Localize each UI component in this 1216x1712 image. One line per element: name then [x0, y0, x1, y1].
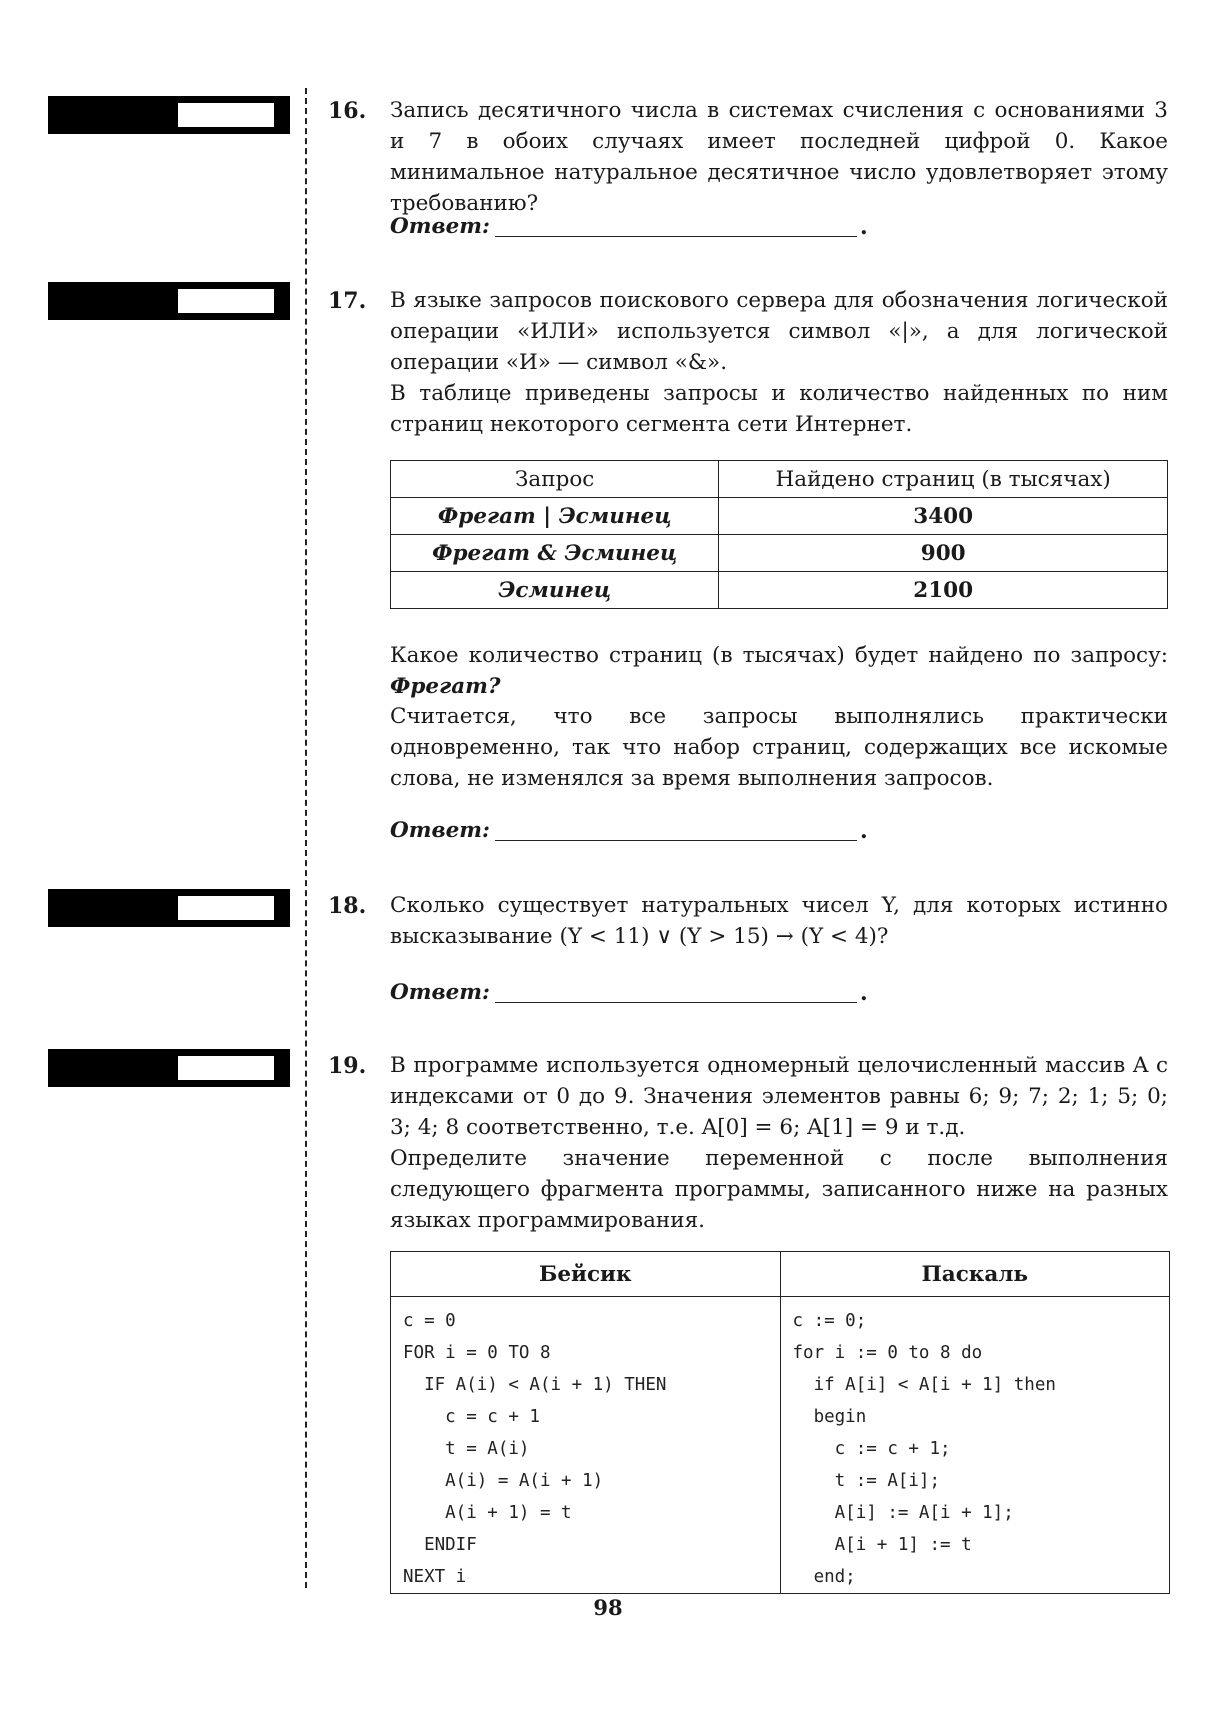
code-line: c := c + 1;	[792, 1439, 951, 1459]
answer-field-19[interactable]	[178, 1056, 274, 1080]
answer-line-17[interactable]	[495, 840, 857, 841]
question-text-17-p2: В таблице приведены запросы и количество найденных по ним страниц некоторого сегмента сети Интернет.	[390, 381, 1168, 437]
query-table	[390, 460, 1168, 609]
code-header-basic: Бейсик	[391, 1252, 781, 1297]
table-cell-query: Фрегат | Эсминец	[391, 498, 719, 535]
answer-box-18	[48, 889, 290, 927]
table-cell-pages: 3400	[719, 498, 1168, 535]
question-text-19-p1: В программе используется одномерный целочисленный массив A с индексами от 0 до 9. Значения элементов равны 6; 9; 7; 2; 1; 5; 0; 3; 4; 8 соответственно, т.е. A[0] = 6; A[1] = 9 и т.д.	[390, 1053, 1168, 1140]
table-cell-query: Фрегат & Эсминец	[391, 535, 719, 572]
code-table	[390, 1251, 1170, 1594]
answer-dot-17: .	[860, 818, 868, 844]
code-table-body-row	[391, 1297, 1170, 1594]
table-header-row	[391, 461, 1168, 498]
answer-box-19	[48, 1049, 290, 1087]
code-line: c := 0;	[792, 1311, 867, 1331]
code-line: if A[i] < A[i + 1] then	[792, 1375, 1056, 1395]
answer-field-17[interactable]	[178, 289, 274, 313]
table-row	[391, 572, 1168, 609]
code-line: t := A[i];	[792, 1471, 941, 1491]
question-number-19: 19.	[328, 1053, 367, 1079]
code-line: IF A(i) < A(i + 1) THEN	[403, 1375, 667, 1395]
question-17-q-term: Фрегат?	[390, 674, 501, 699]
code-line: t = A(i)	[403, 1439, 530, 1459]
code-line: A[i + 1] := t	[792, 1535, 972, 1555]
code-line: A[i] := A[i + 1];	[792, 1503, 1014, 1523]
question-number-16: 16.	[328, 98, 367, 124]
code-line: end;	[792, 1567, 856, 1587]
table-header-query: Запрос	[391, 461, 719, 498]
question-number-17: 17.	[328, 288, 367, 314]
answer-label-17: Ответ:	[390, 818, 490, 843]
code-line: ENDIF	[403, 1535, 477, 1555]
answer-line-18[interactable]	[495, 1002, 857, 1003]
answer-label-16: Ответ:	[390, 214, 490, 239]
question-text-18: Сколько существует натуральных чисел Y, для которых истинно высказывание (Y < 11) ∨ (Y > 15) → (Y < 4)?	[390, 893, 1168, 949]
question-text-19-p2: Определите значение переменной c после выполнения следующего фрагмента программы, записанного ниже на разных языках программирования.	[390, 1146, 1168, 1233]
code-line: FOR i = 0 TO 8	[403, 1343, 551, 1363]
page-number: 98	[593, 1595, 623, 1620]
code-line: for i := 0 to 8 do	[792, 1343, 983, 1363]
question-number-18: 18.	[328, 893, 367, 919]
question-text-17-note: Считается, что все запросы выполнялись практически одновременно, так что набор страниц, содержащих все искомые слова, не изменялся за время выполнения запросов.	[390, 704, 1168, 791]
code-table-header-row	[391, 1252, 1170, 1297]
table-row	[391, 498, 1168, 535]
question-text-16: Запись десятичного числа в системах счисления с основаниями 3 и 7 в обоих случаях имеет последней цифрой 0. Какое минимальное натуральное десятичное число удовлетворяет этому требованию?	[390, 98, 1168, 216]
table-row	[391, 535, 1168, 572]
code-cell-basic	[391, 1297, 781, 1594]
answer-field-18[interactable]	[178, 896, 274, 920]
answer-label-18: Ответ:	[390, 980, 490, 1005]
code-line: NEXT i	[403, 1567, 467, 1587]
code-line: A(i + 1) = t	[403, 1503, 572, 1523]
answer-box-16	[48, 96, 290, 134]
code-line: c = 0	[403, 1311, 456, 1331]
code-line: A(i) = A(i + 1)	[403, 1471, 604, 1491]
code-header-pascal: Паскаль	[780, 1252, 1170, 1297]
code-line: c = c + 1	[403, 1407, 540, 1427]
code-cell-pascal	[780, 1297, 1170, 1594]
table-cell-query: Эсминец	[391, 572, 719, 609]
table-cell-pages: 2100	[719, 572, 1168, 609]
answer-field-16[interactable]	[178, 103, 274, 127]
cut-line	[305, 88, 307, 1588]
question-17-q-prefix: Какое количество страниц (в тысячах) будет найдено по запросу:	[390, 643, 1168, 668]
answer-box-17	[48, 282, 290, 320]
answer-line-16[interactable]	[495, 236, 857, 237]
answer-dot-16: .	[860, 214, 868, 240]
question-text-17-q	[390, 640, 1168, 702]
question-text-17-p1: В языке запросов поискового сервера для обозначения логической операции «ИЛИ» используется символ «|», а для логической операции «И» — символ «&».	[390, 288, 1168, 375]
table-header-pages: Найдено страниц (в тысячах)	[719, 461, 1168, 498]
answer-dot-18: .	[860, 980, 868, 1006]
code-line: begin	[792, 1407, 867, 1427]
table-cell-pages: 900	[719, 535, 1168, 572]
